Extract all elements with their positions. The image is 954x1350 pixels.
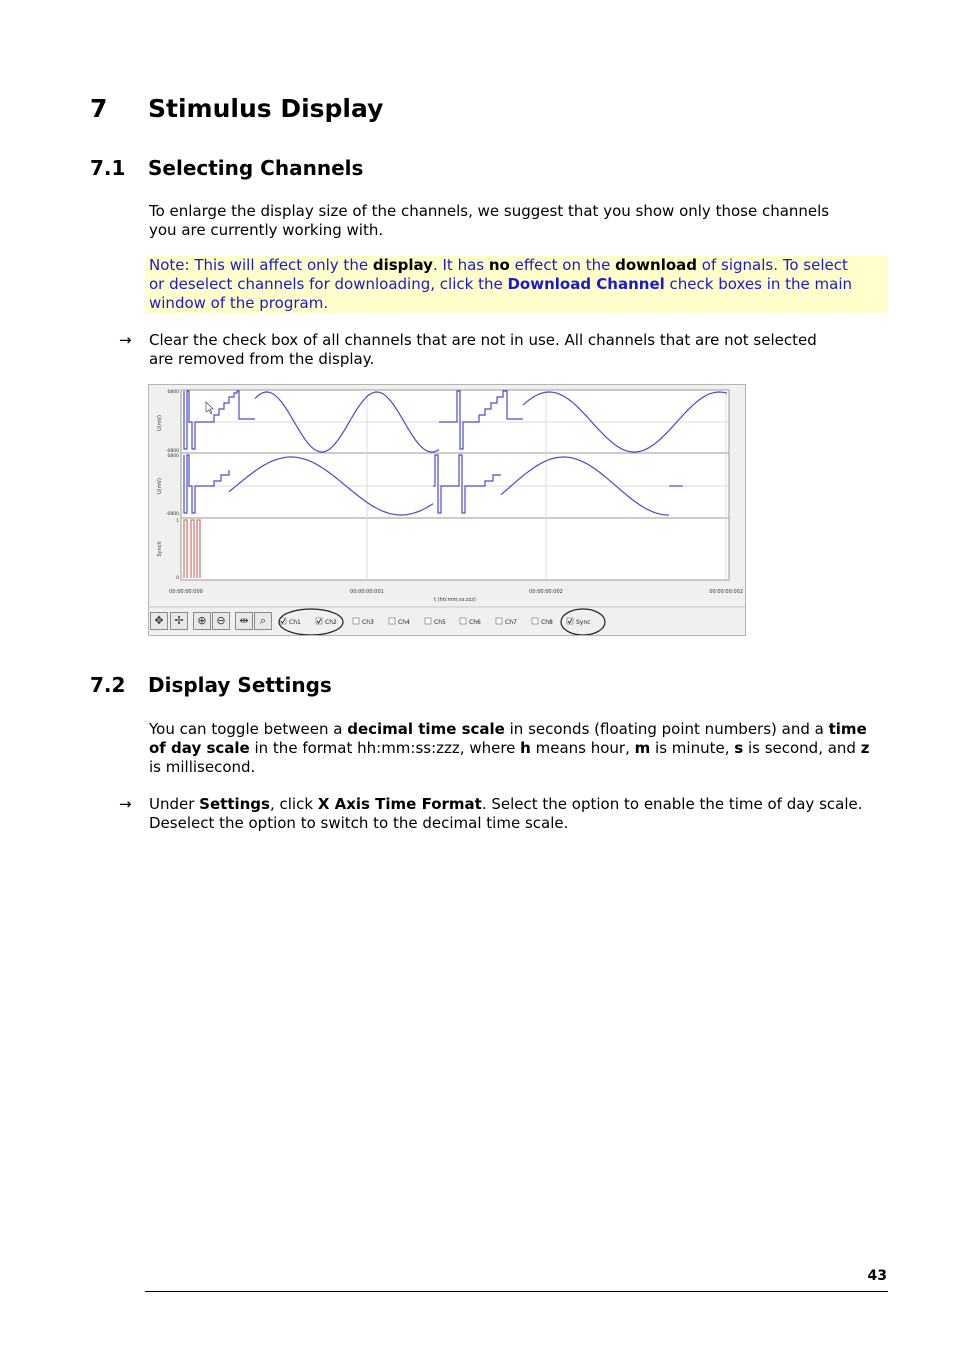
page-number: 43 — [867, 1268, 887, 1284]
step-line: Clear the check box of all channels that are not in use. All channels that are not selected — [149, 331, 817, 349]
note-text — [149, 256, 869, 313]
x-tick-label: 00:00:00:002 — [709, 589, 743, 595]
checkbox-ch7[interactable] — [496, 618, 502, 624]
fit-width-icon[interactable]: ⇹ — [235, 612, 253, 630]
checkbox-label: Ch5 — [434, 619, 446, 626]
checkbox-ch6[interactable] — [460, 618, 466, 624]
arrow-bullet: → — [119, 795, 132, 813]
step-paragraph — [149, 331, 874, 369]
move-icon[interactable]: ✢ — [170, 612, 188, 630]
checkbox-ch1[interactable] — [280, 618, 286, 624]
footer-rule — [145, 1291, 888, 1292]
y-axis-label: U(mV) — [157, 415, 163, 431]
intro-line: you are currently working with. — [149, 221, 384, 239]
paragraph-line: You can toggle between a decimal time scale in seconds (floating point numbers) and a time — [149, 720, 867, 738]
checkbox-ch2[interactable] — [316, 618, 322, 624]
checkbox-ch3[interactable] — [353, 618, 359, 624]
chapter-number: 7 — [90, 94, 108, 123]
x-tick-label: 00:00:00:000 — [169, 589, 203, 595]
step-line: Deselect the option to switch to the decimal time scale. — [149, 814, 569, 832]
checkbox-sync[interactable] — [567, 618, 573, 624]
plot-area — [181, 390, 729, 580]
x-axis-label: t (hh:mm:ss:zzz) — [434, 597, 476, 603]
signal-plot — [149, 385, 745, 635]
intro-paragraph — [149, 202, 874, 240]
checkbox-label: Ch4 — [398, 619, 410, 626]
step-line: are removed from the display. — [149, 350, 375, 368]
section-title: Selecting Channels — [148, 156, 364, 180]
zoom-out-icon[interactable]: ⊖ — [212, 612, 230, 630]
y-tick-label: 1 — [176, 519, 179, 524]
y-tick-label: 0800 — [167, 454, 179, 459]
section-heading-display-settings — [90, 673, 332, 697]
settings-step-paragraph — [149, 795, 874, 833]
y-tick-label: 0800 — [167, 390, 179, 395]
chapter-heading — [90, 94, 383, 123]
checkbox-label: Ch7 — [505, 619, 517, 626]
intro-line: To enlarge the display size of the channels, we suggest that you show only those channels — [149, 202, 830, 220]
section-heading-selecting-channels — [90, 156, 363, 180]
section-title: Display Settings — [148, 673, 332, 697]
note-line: window of the program. — [149, 294, 329, 312]
section-number: 7.2 — [90, 673, 126, 697]
checkbox-ch8[interactable] — [532, 618, 538, 624]
y-axis-label: U(mV) — [157, 478, 163, 494]
checkbox-label: Ch6 — [469, 619, 481, 626]
x-tick-label: 00:00:00:002 — [529, 589, 563, 595]
x-tick-label: 00:00:00:001 — [350, 589, 384, 595]
checkbox-ch4[interactable] — [389, 618, 395, 624]
display-settings-paragraph — [149, 720, 874, 777]
checkbox-label: Sync — [576, 619, 591, 626]
note-line: or deselect channels for downloading, click the Download Channel check boxes in the main — [149, 275, 853, 293]
channel-checkboxes — [280, 618, 590, 626]
zoom-in-icon[interactable]: ⊕ — [193, 612, 211, 630]
section-number: 7.1 — [90, 156, 126, 180]
chapter-title: Stimulus Display — [148, 94, 384, 123]
y-tick-label: 0 — [176, 576, 179, 581]
y-axis-label: Synch — [157, 541, 163, 557]
stimulus-display-screenshot — [148, 384, 746, 636]
checkbox-label: Ch8 — [541, 619, 553, 626]
checkbox-label: Ch2 — [325, 619, 337, 626]
paragraph-line: is millisecond. — [149, 758, 256, 776]
checkbox-label: Ch3 — [362, 619, 374, 626]
note-line: Note: This will affect only the display. It has no effect on the download of signals. To select — [149, 256, 848, 274]
arrow-bullet: → — [119, 331, 132, 349]
checkbox-label: Ch1 — [289, 619, 301, 626]
checkbox-ch5[interactable] — [425, 618, 431, 624]
paragraph-line: of day scale in the format hh:mm:ss:zzz, where h means hour, m is minute, s is second, and z — [149, 739, 870, 757]
y-tick-label: -0800 — [165, 449, 179, 454]
step-line: Under Settings, click X Axis Time Format. Select the option to enable the time of day scale. — [149, 795, 863, 813]
pan-icon[interactable]: ✥ — [150, 612, 168, 630]
y-tick-label: -0800 — [165, 512, 179, 517]
zoom-reset-icon[interactable]: ⌕ — [254, 612, 272, 630]
